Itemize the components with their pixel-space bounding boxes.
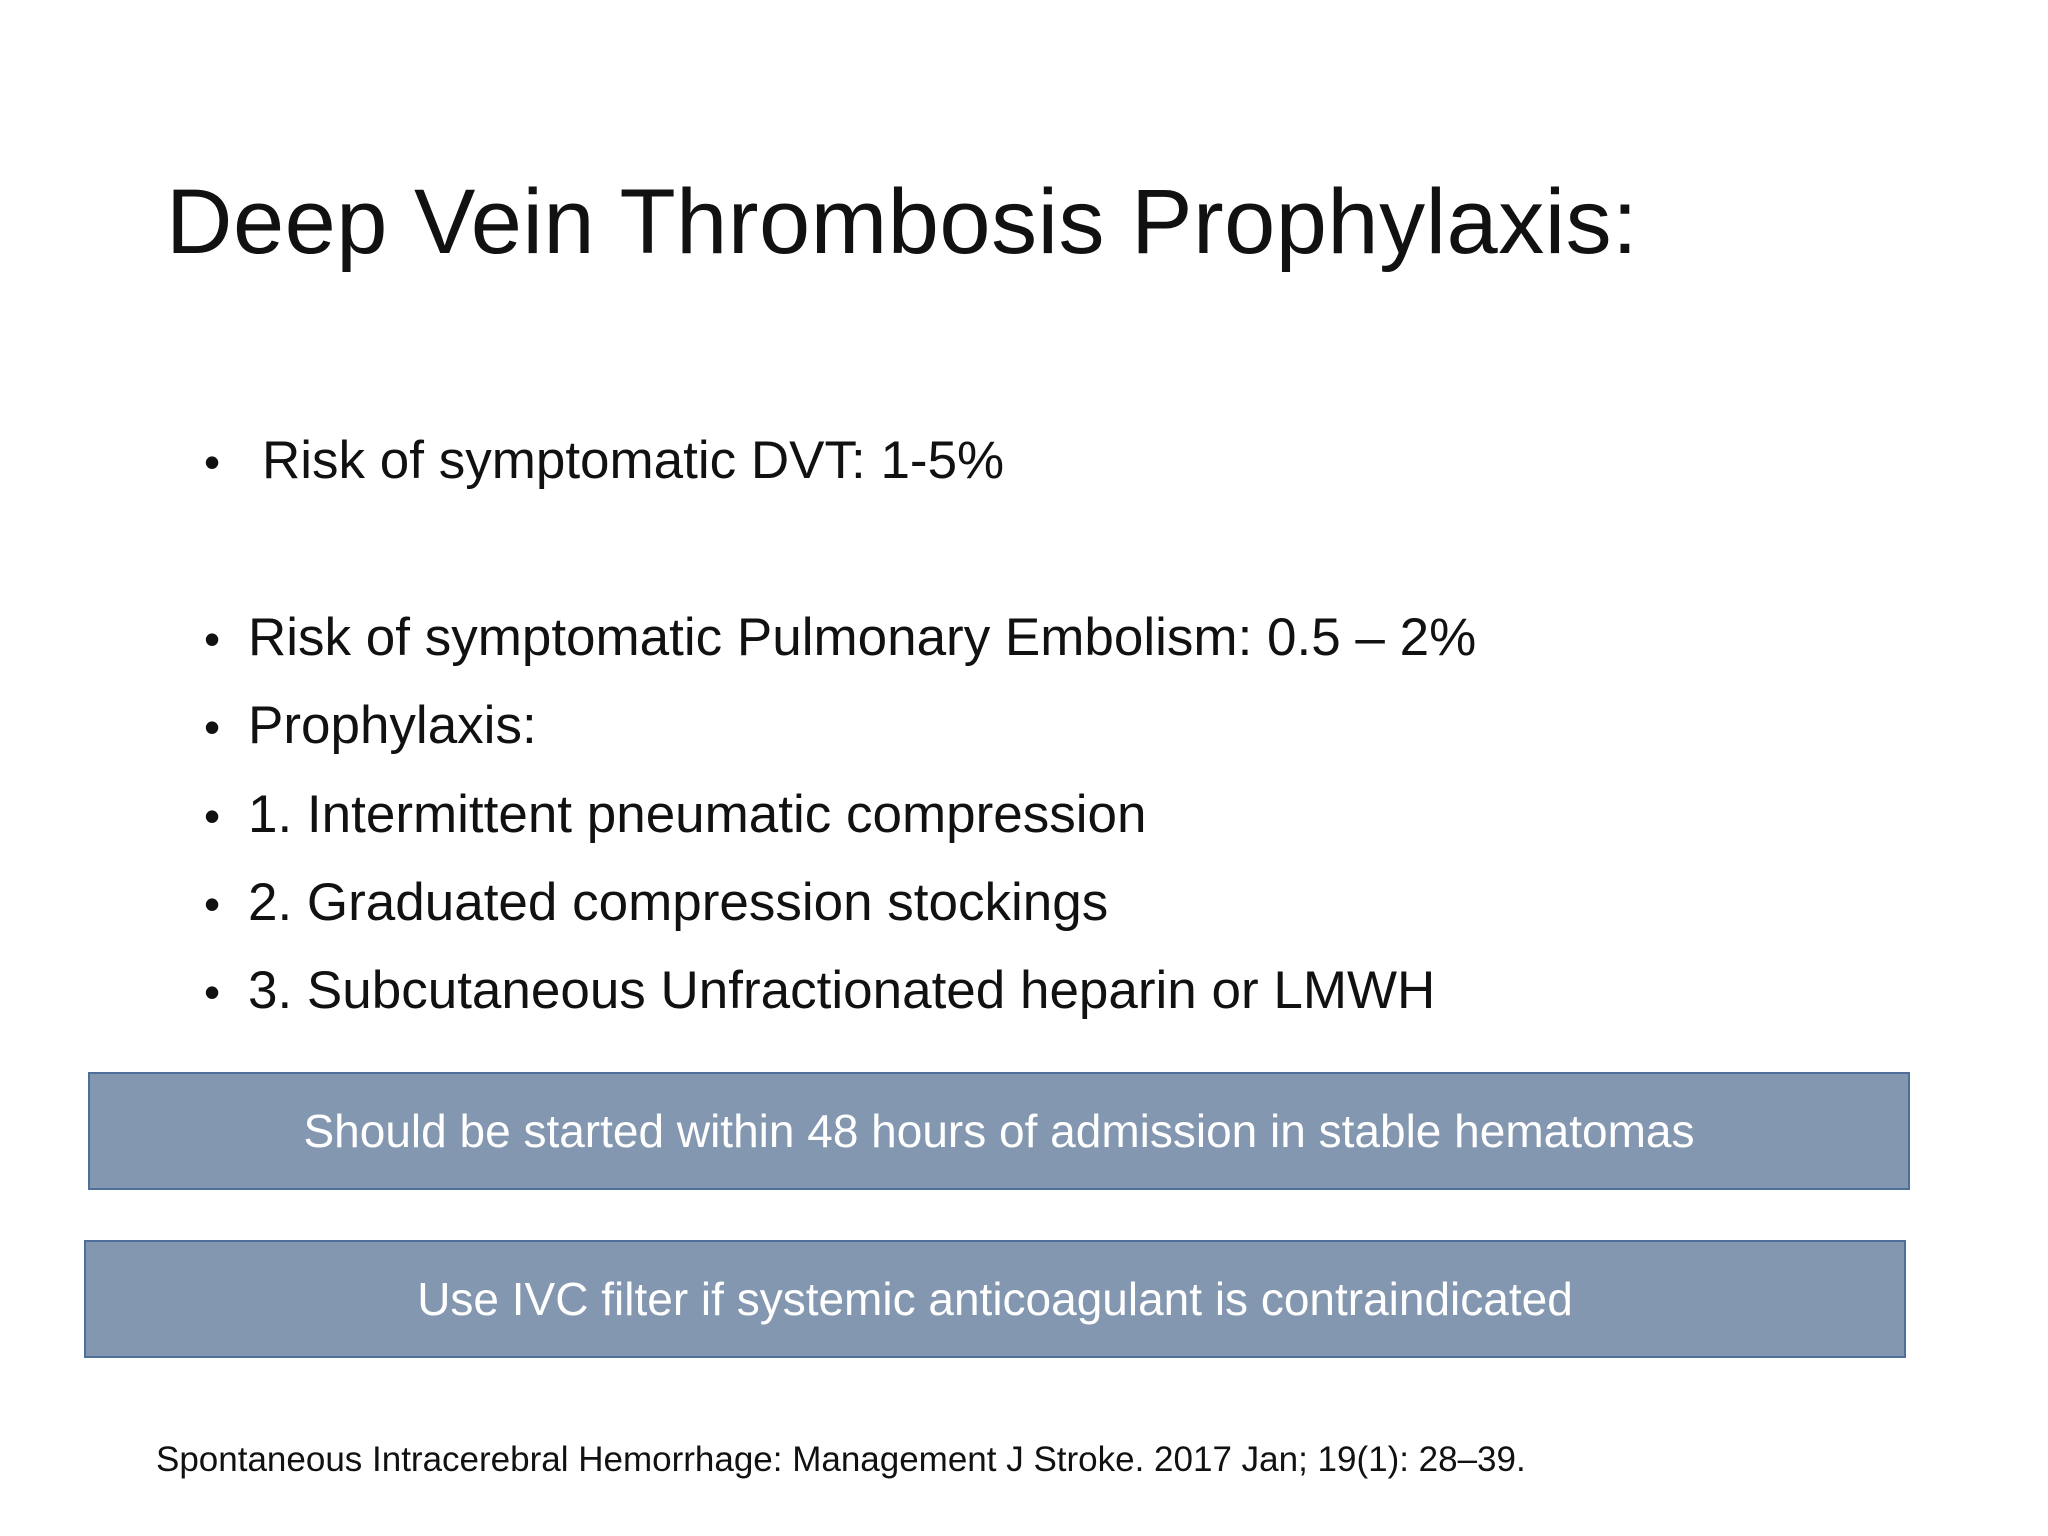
bullet-item (204, 962, 1435, 1020)
callout-start-timing (88, 1072, 1910, 1190)
bullet-dot-icon: • (204, 966, 221, 1018)
callout-text: Use IVC filter if systemic anticoagulant is contraindicated (417, 1273, 1573, 1325)
callout-text: Should be started within 48 hours of admission in stable hematomas (303, 1105, 1695, 1157)
bullet-text: 1. Intermittent pneumatic compression (248, 785, 1147, 844)
citation: Spontaneous Intracerebral Hemorrhage: Management J Stroke. 2017 Jan; 19(1): 28–39. (156, 1440, 1526, 1479)
bullet-text: Risk of symptomatic Pulmonary Embolism: 0.5 – 2% (248, 608, 1477, 667)
bullet-item (204, 786, 1146, 844)
bullet-dot-icon: • (204, 436, 221, 488)
callout-ivc-filter (84, 1240, 1906, 1358)
bullet-item (204, 697, 537, 755)
slide-title: Deep Vein Thrombosis Prophylaxis: (166, 171, 1639, 273)
bullet-text: Prophylaxis: (248, 696, 537, 755)
bullet-item (204, 609, 1476, 667)
bullet-dot-icon: • (204, 613, 221, 665)
bullet-item (204, 432, 1004, 490)
bullet-text: Risk of symptomatic DVT: 1-5% (262, 431, 1005, 490)
bullet-dot-icon: • (204, 878, 221, 930)
bullet-dot-icon: • (204, 790, 221, 842)
bullet-item (204, 874, 1108, 932)
bullet-dot-icon: • (204, 701, 221, 753)
bullet-text: 2. Graduated compression stockings (248, 873, 1109, 932)
bullet-text: 3. Subcutaneous Unfractionated heparin or LMWH (248, 961, 1436, 1020)
